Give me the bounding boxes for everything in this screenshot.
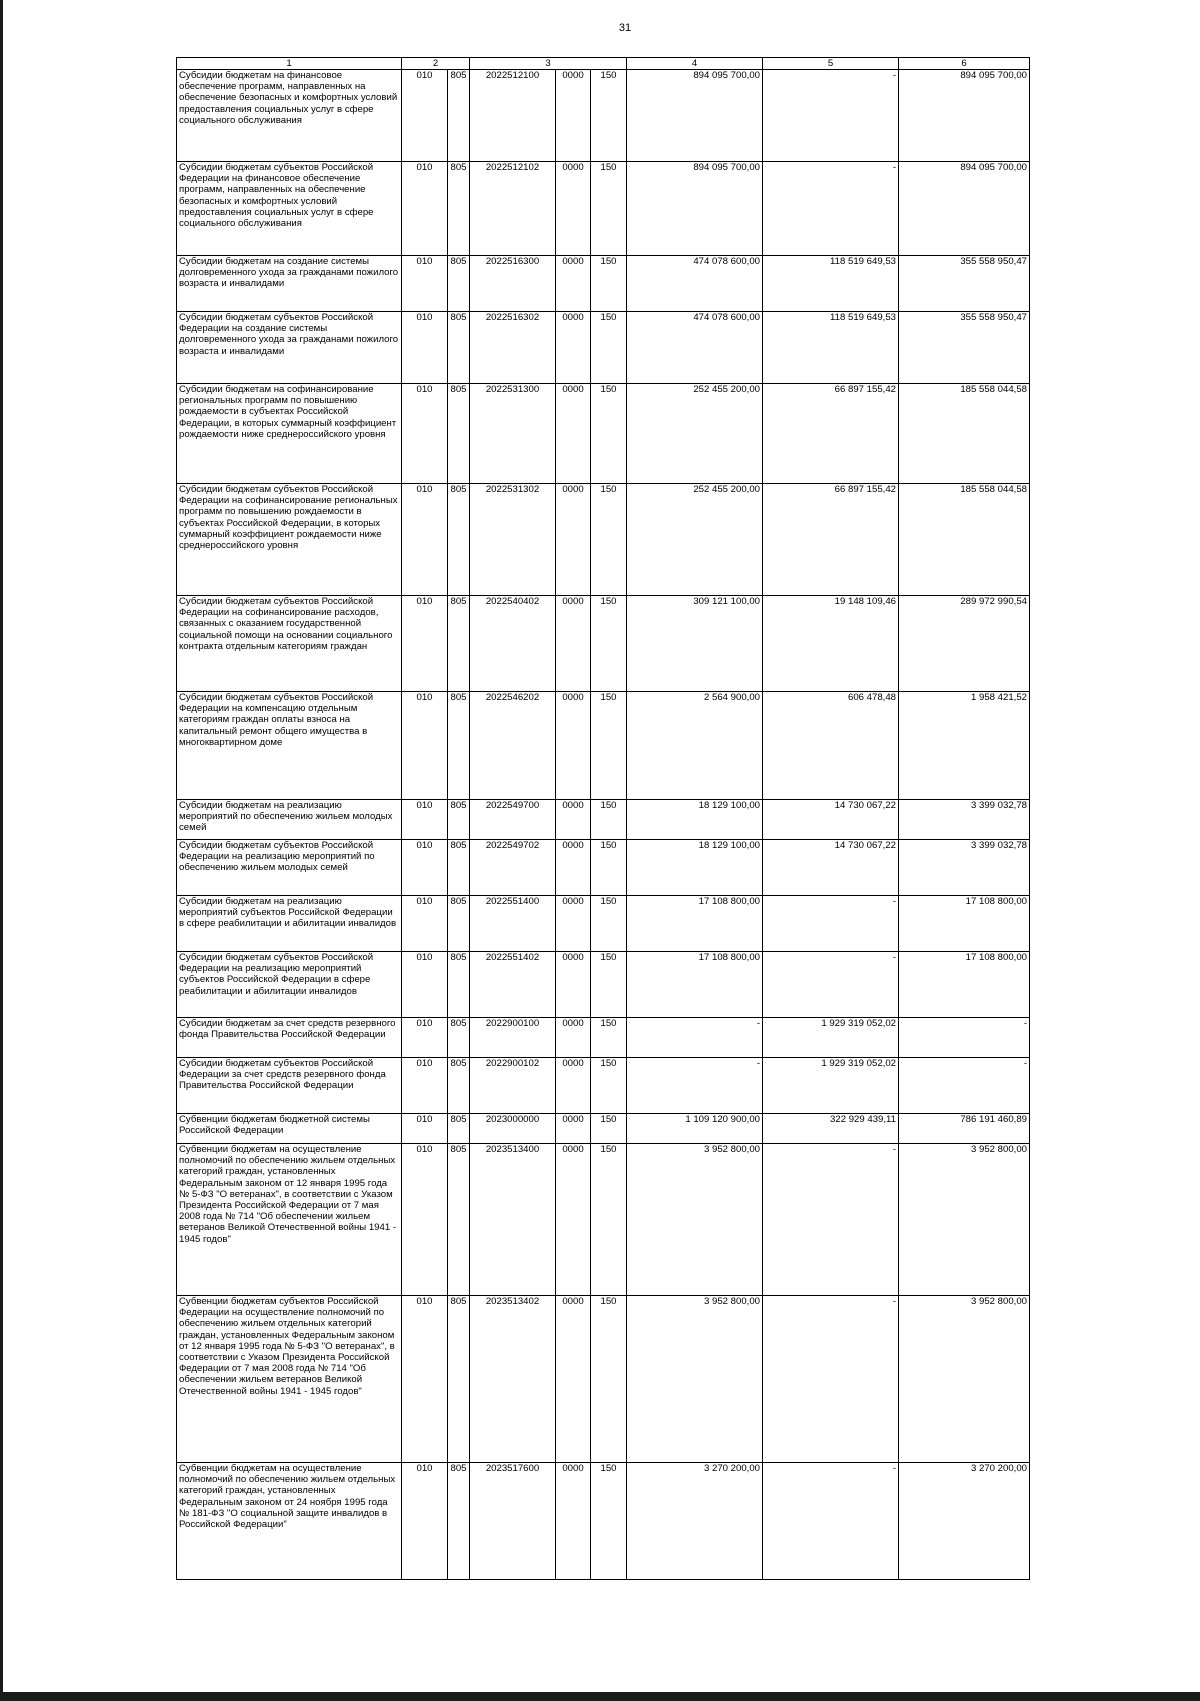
column-header-1: 1: [177, 58, 402, 70]
scan-edge-left: [0, 0, 3, 1701]
code-economic: 150: [591, 484, 627, 596]
code-classification: 2022549702: [470, 840, 556, 896]
code-chapter: 010: [402, 596, 448, 692]
code-classification: 2023513402: [470, 1296, 556, 1463]
value-col4: 894 095 700,00: [627, 162, 763, 256]
row-name: Субсидии бюджетам на реализацию мероприятий по обеспечению жильем молодых семей: [177, 800, 402, 840]
page-number: 31: [618, 22, 632, 34]
code-admin: 805: [448, 1296, 470, 1463]
code-chapter: 010: [402, 800, 448, 840]
row-name: Субсидии бюджетам на создание системы долговременного ухода за гражданами пожилого возраста и инвалидами: [177, 256, 402, 312]
code-economic: 150: [591, 1114, 627, 1144]
code-classification: 2022551402: [470, 952, 556, 1018]
value-col4: 2 564 900,00: [627, 692, 763, 800]
value-col6: 1 958 421,52: [899, 692, 1030, 800]
code-economic: 150: [591, 384, 627, 484]
code-program: 0000: [556, 1058, 591, 1114]
code-admin: 805: [448, 1463, 470, 1580]
column-header-4: 4: [627, 58, 763, 70]
code-economic: 150: [591, 312, 627, 384]
row-name: Субсидии бюджетам субъектов Российской Федерации на софинансирование расходов, связанных с оказанием государственной социальной помощи на основании социального контракта отдельным категориям граждан: [177, 596, 402, 692]
table-row: [177, 596, 1030, 692]
code-economic: 150: [591, 70, 627, 162]
code-program: 0000: [556, 1114, 591, 1144]
code-program: 0000: [556, 1463, 591, 1580]
code-chapter: 010: [402, 840, 448, 896]
code-economic: 150: [591, 1463, 627, 1580]
row-name: Субсидии бюджетам за счет средств резервного фонда Правительства Российской Федерации: [177, 1018, 402, 1058]
value-col6: 355 558 950,47: [899, 256, 1030, 312]
table-row: [177, 896, 1030, 952]
value-col5: -: [763, 1296, 899, 1463]
value-col4: 3 952 800,00: [627, 1296, 763, 1463]
code-program: 0000: [556, 1018, 591, 1058]
code-classification: 2023517600: [470, 1463, 556, 1580]
row-name: Субвенции бюджетам бюджетной системы Российской Федерации: [177, 1114, 402, 1144]
code-admin: 805: [448, 840, 470, 896]
value-col6: 786 191 460,89: [899, 1114, 1030, 1144]
value-col5: 118 519 649,53: [763, 312, 899, 384]
code-chapter: 010: [402, 1463, 448, 1580]
code-chapter: 010: [402, 1018, 448, 1058]
value-col5: -: [763, 162, 899, 256]
code-admin: 805: [448, 384, 470, 484]
column-header-5: 5: [763, 58, 899, 70]
code-admin: 805: [448, 312, 470, 384]
row-name: Субсидии бюджетам субъектов Российской Федерации на реализацию мероприятий по обеспечению жильем молодых семей: [177, 840, 402, 896]
table-row: [177, 484, 1030, 596]
code-classification: 2022516300: [470, 256, 556, 312]
table-row: [177, 1144, 1030, 1296]
table-row: [177, 1463, 1030, 1580]
code-program: 0000: [556, 1144, 591, 1296]
value-col5: 1 929 319 052,02: [763, 1018, 899, 1058]
code-chapter: 010: [402, 1144, 448, 1296]
code-chapter: 010: [402, 1296, 448, 1463]
value-col5: 1 929 319 052,02: [763, 1058, 899, 1114]
code-classification: 2022551400: [470, 896, 556, 952]
column-header-6: 6: [899, 58, 1030, 70]
column-header-2: 2: [402, 58, 470, 70]
value-col6: 355 558 950,47: [899, 312, 1030, 384]
code-economic: 150: [591, 162, 627, 256]
value-col6: 185 558 044,58: [899, 384, 1030, 484]
value-col5: 14 730 067,22: [763, 800, 899, 840]
value-col6: 17 108 800,00: [899, 896, 1030, 952]
code-classification: 2022900100: [470, 1018, 556, 1058]
value-col5: 19 148 109,46: [763, 596, 899, 692]
code-chapter: 010: [402, 484, 448, 596]
value-col5: -: [763, 952, 899, 1018]
code-economic: 150: [591, 840, 627, 896]
row-name: Субсидии бюджетам субъектов Российской Федерации за счет средств резервного фонда Правительства Российской Федерации: [177, 1058, 402, 1114]
value-col4: 309 121 100,00: [627, 596, 763, 692]
code-admin: 805: [448, 1114, 470, 1144]
code-economic: 150: [591, 1018, 627, 1058]
code-classification: 2022546202: [470, 692, 556, 800]
column-header-row: [177, 58, 1030, 70]
code-admin: 805: [448, 1018, 470, 1058]
column-header-3: 3: [470, 58, 627, 70]
row-name: Субсидии бюджетам субъектов Российской Федерации на софинансирование региональных программ по повышению рождаемости в субъектах Российской Федерации, в которых суммарный коэффициент рождаемости ниже среднероссийского уровня: [177, 484, 402, 596]
table-row: [177, 800, 1030, 840]
table-row: [177, 70, 1030, 162]
code-economic: 150: [591, 1296, 627, 1463]
code-economic: 150: [591, 896, 627, 952]
value-col4: 894 095 700,00: [627, 70, 763, 162]
table-row: [177, 256, 1030, 312]
value-col5: -: [763, 1144, 899, 1296]
code-economic: 150: [591, 596, 627, 692]
code-classification: 2022549700: [470, 800, 556, 840]
code-admin: 805: [448, 692, 470, 800]
value-col5: 66 897 155,42: [763, 384, 899, 484]
value-col5: -: [763, 896, 899, 952]
code-admin: 805: [448, 70, 470, 162]
row-name: Субсидии бюджетам субъектов Российской Федерации на финансовое обеспечение программ, направленных на обеспечение безопасных и комфортных условий предоставления социальных услуг в сфере социального обслуживания: [177, 162, 402, 256]
code-program: 0000: [556, 162, 591, 256]
table-row: [177, 1296, 1030, 1463]
value-col6: 3 270 200,00: [899, 1463, 1030, 1580]
code-classification: 2022531300: [470, 384, 556, 484]
value-col6: 894 095 700,00: [899, 162, 1030, 256]
value-col6: 3 399 032,78: [899, 800, 1030, 840]
value-col4: 3 270 200,00: [627, 1463, 763, 1580]
row-name: Субвенции бюджетам на осуществление полномочий по обеспечению жильем отдельных категорий граждан, установленных Федеральным законом от 24 ноября 1995 года № 181-ФЗ "О социальной защите инвалидов в Российской Федерации": [177, 1463, 402, 1580]
code-classification: 2022512100: [470, 70, 556, 162]
code-chapter: 010: [402, 312, 448, 384]
code-program: 0000: [556, 70, 591, 162]
code-chapter: 010: [402, 1114, 448, 1144]
code-economic: 150: [591, 1144, 627, 1296]
value-col6: 289 972 990,54: [899, 596, 1030, 692]
value-col5: 606 478,48: [763, 692, 899, 800]
table-row: [177, 952, 1030, 1018]
code-economic: 150: [591, 800, 627, 840]
value-col6: -: [899, 1018, 1030, 1058]
code-program: 0000: [556, 800, 591, 840]
code-classification: 2022531302: [470, 484, 556, 596]
code-program: 0000: [556, 896, 591, 952]
code-economic: 150: [591, 952, 627, 1018]
value-col4: 18 129 100,00: [627, 800, 763, 840]
row-name: Субсидии бюджетам субъектов Российской Федерации на реализацию мероприятий субъектов Российской Федерации в сфере реабилитации и абилитации инвалидов: [177, 952, 402, 1018]
code-program: 0000: [556, 484, 591, 596]
table-row: [177, 840, 1030, 896]
code-chapter: 010: [402, 692, 448, 800]
code-admin: 805: [448, 896, 470, 952]
code-admin: 805: [448, 800, 470, 840]
scan-edge-bottom: [0, 1692, 1200, 1701]
row-name: Субсидии бюджетам субъектов Российской Федерации на создание системы долговременного ухода за гражданами пожилого возраста и инвалидами: [177, 312, 402, 384]
row-name: Субсидии бюджетам на реализацию мероприятий субъектов Российской Федерации в сфере реабилитации и абилитации инвалидов: [177, 896, 402, 952]
code-program: 0000: [556, 952, 591, 1018]
code-chapter: 010: [402, 952, 448, 1018]
code-classification: 2023513400: [470, 1144, 556, 1296]
value-col5: -: [763, 70, 899, 162]
code-program: 0000: [556, 256, 591, 312]
code-chapter: 010: [402, 256, 448, 312]
row-name: Субсидии бюджетам субъектов Российской Федерации на компенсацию отдельным категориям граждан оплаты взноса на капитальный ремонт общего имущества в многоквартирном доме: [177, 692, 402, 800]
code-admin: 805: [448, 1058, 470, 1114]
value-col4: 1 109 120 900,00: [627, 1114, 763, 1144]
value-col4: 252 455 200,00: [627, 484, 763, 596]
code-classification: 2023000000: [470, 1114, 556, 1144]
value-col6: 3 952 800,00: [899, 1144, 1030, 1296]
value-col4: -: [627, 1018, 763, 1058]
row-name: Субсидии бюджетам на финансовое обеспечение программ, направленных на обеспечение безопасных и комфортных условий предоставления социальных услуг в сфере социального обслуживания: [177, 70, 402, 162]
value-col4: 17 108 800,00: [627, 952, 763, 1018]
row-name: Субвенции бюджетам на осуществление полномочий по обеспечению жильем отдельных категорий граждан, установленных Федеральным законом от 12 января 1995 года № 5-ФЗ "О ветеранах", в соответствии с Указом Президента Российской Федерации от 7 мая 2008 года № 714 "Об обеспечении жильем ветеранов Великой Отечественной войны 1941 - 1945 годов": [177, 1144, 402, 1296]
code-program: 0000: [556, 1296, 591, 1463]
code-admin: 805: [448, 484, 470, 596]
code-program: 0000: [556, 596, 591, 692]
table-row: [177, 1114, 1030, 1144]
code-classification: 2022516302: [470, 312, 556, 384]
value-col6: 894 095 700,00: [899, 70, 1030, 162]
code-classification: 2022900102: [470, 1058, 556, 1114]
value-col5: 14 730 067,22: [763, 840, 899, 896]
value-col4: 3 952 800,00: [627, 1144, 763, 1296]
code-chapter: 010: [402, 1058, 448, 1114]
code-admin: 805: [448, 596, 470, 692]
budget-table: [176, 57, 1030, 1580]
value-col5: 66 897 155,42: [763, 484, 899, 596]
value-col4: -: [627, 1058, 763, 1114]
row-name: Субвенции бюджетам субъектов Российской Федерации на осуществление полномочий по обеспечению жильем отдельных категорий граждан, установленных Федеральным законом от 12 января 1995 года № 5-ФЗ "О ветеранах", в соответствии с Указом Президента Российской Федерации от 7 мая 2008 года № 714 "Об обеспечении жильем ветеранов Великой Отечественной войны 1941 - 1945 годов": [177, 1296, 402, 1463]
value-col5: 322 929 439,11: [763, 1114, 899, 1144]
code-admin: 805: [448, 256, 470, 312]
code-economic: 150: [591, 692, 627, 800]
code-program: 0000: [556, 692, 591, 800]
table-row: [177, 312, 1030, 384]
value-col4: 252 455 200,00: [627, 384, 763, 484]
code-economic: 150: [591, 256, 627, 312]
value-col5: -: [763, 1463, 899, 1580]
value-col6: 3 952 800,00: [899, 1296, 1030, 1463]
value-col4: 17 108 800,00: [627, 896, 763, 952]
code-admin: 805: [448, 952, 470, 1018]
code-chapter: 010: [402, 896, 448, 952]
value-col6: -: [899, 1058, 1030, 1114]
code-admin: 805: [448, 162, 470, 256]
code-chapter: 010: [402, 70, 448, 162]
code-program: 0000: [556, 840, 591, 896]
code-chapter: 010: [402, 384, 448, 484]
value-col4: 474 078 600,00: [627, 312, 763, 384]
table-row: [177, 384, 1030, 484]
value-col4: 18 129 100,00: [627, 840, 763, 896]
code-classification: 2022512102: [470, 162, 556, 256]
code-economic: 150: [591, 1058, 627, 1114]
code-program: 0000: [556, 312, 591, 384]
table-row: [177, 1018, 1030, 1058]
row-name: Субсидии бюджетам на софинансирование региональных программ по повышению рождаемости в субъектах Российской Федерации, в которых суммарный коэффициент рождаемости ниже среднероссийского уровня: [177, 384, 402, 484]
value-col6: 3 399 032,78: [899, 840, 1030, 896]
code-classification: 2022540402: [470, 596, 556, 692]
table-row: [177, 162, 1030, 256]
value-col6: 17 108 800,00: [899, 952, 1030, 1018]
table-row: [177, 692, 1030, 800]
table-row: [177, 1058, 1030, 1114]
value-col5: 118 519 649,53: [763, 256, 899, 312]
value-col4: 474 078 600,00: [627, 256, 763, 312]
code-program: 0000: [556, 384, 591, 484]
value-col6: 185 558 044,58: [899, 484, 1030, 596]
code-chapter: 010: [402, 162, 448, 256]
code-admin: 805: [448, 1144, 470, 1296]
